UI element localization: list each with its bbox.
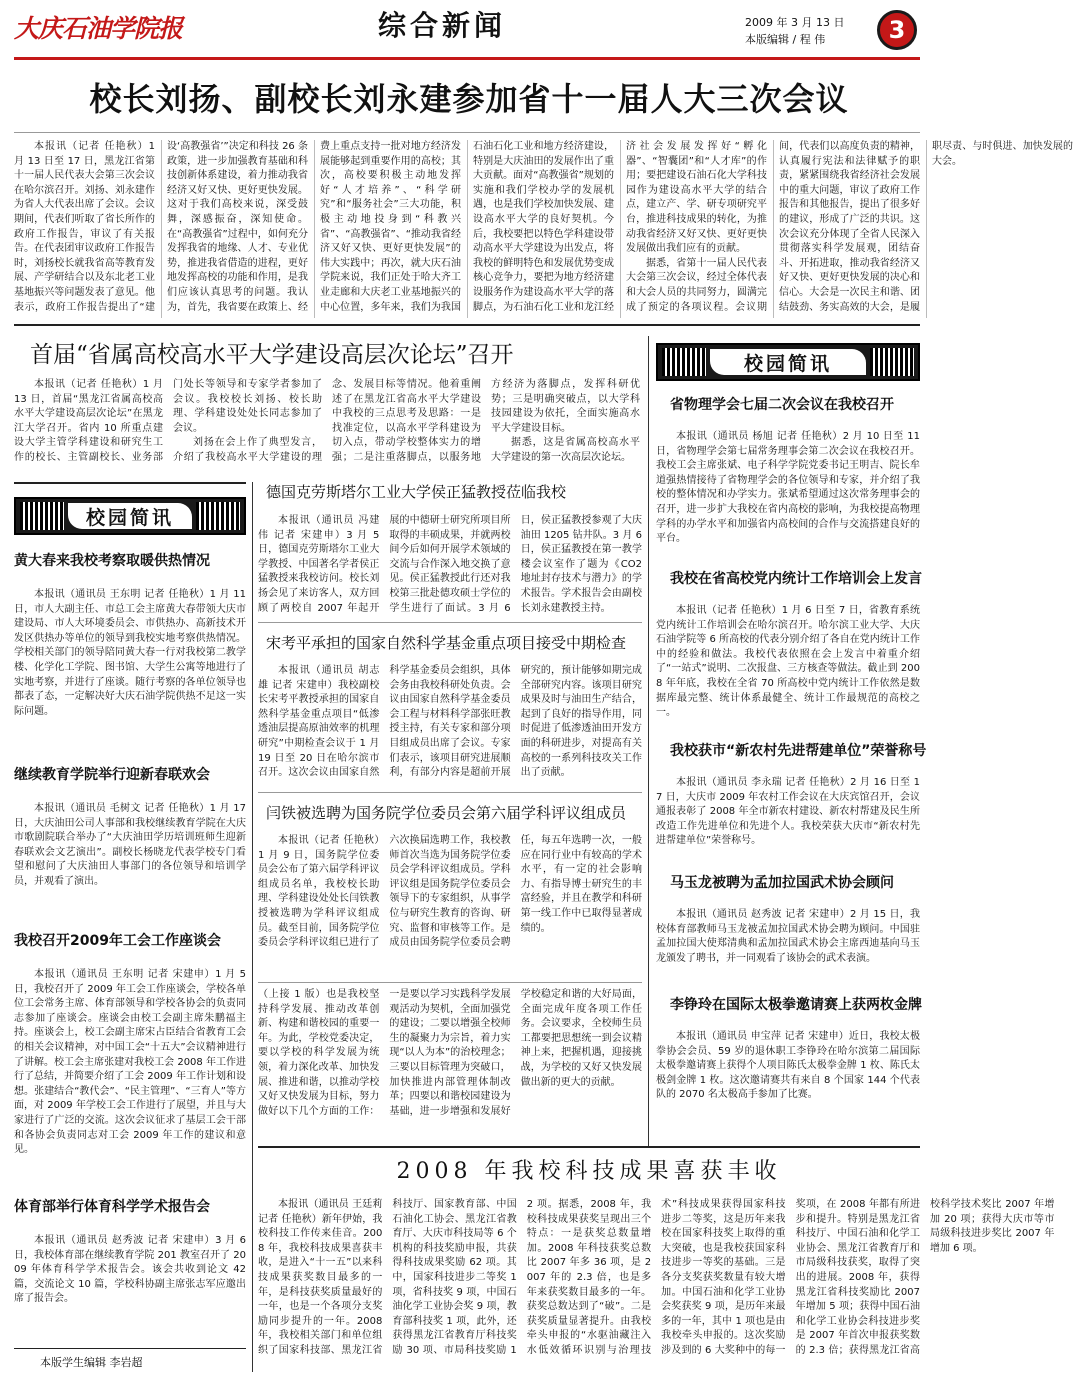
right-brief-5-text: 本报讯（通讯员 申宝萍 记者 宋建申）近日，我校太极拳协会会员、59 岁的退休职工李铮玲在哈尔滨第二届国际太极拳邀请赛上获得个人项目陈氏太极拳金牌 1 枚、陈氏太极剑金牌 1 枚。这次邀请赛共有来自 8 个国家 144 个代表队的 2070 名太极高手参加了比赛。 — [656, 1031, 920, 1101]
left-footer-editor: 本版学生编辑 李岩超 — [40, 1356, 143, 1369]
right-brief-3-title: 我校获市“新农村先进帮建单位”荣誉称号 — [670, 743, 927, 759]
middle-article-3-title: 闫铁被选聘为国务院学位委员会第六届学科评议组成员 — [266, 804, 627, 822]
right-brief-3-text: 本报讯（通讯员 李永瑞 记者 任艳秋）2 月 16 日至 17 日，大庆市 2009 年农村工作会议在大庆宾馆召开，会议通报表彰了 2008 年全市新农村建设、新农村帮建及民生所改造工作先进单位和先进个人。我校荣获大庆市“新农村先进帮建单位”荣誉称号。 — [656, 777, 920, 847]
page-number: 3 — [888, 16, 906, 44]
left-brief-2-text: 本报讯（通讯员 毛树文 记者 任艳秋）1 月 17 日，大庆油田公司人事部和我校继续教育学院在大庆市歌剧院联合举办了“大庆油田学历培训班师生迎新春联欢会文艺演出”。副校长杨晓龙代表学校专门看望和慰问了大庆油田人事部门的各位领导和培训学员，并观看了演出。 — [14, 803, 246, 887]
left-brief-4 — [14, 1194, 246, 1342]
left-brief-4-text: 本报讯（通讯员 赵秀波 记者 宋建申）3 月 6 日，我校体育部在继续教育学院 201 教室召开了 2009 年体育科学学术报告会。该会共收到论文 42 篇，交流论文 10 篇，学校科协副主席张志军应邀出席了报告会。 — [14, 1235, 246, 1305]
middle-article-2-title: 宋考平承担的国家自然科学基金重点项目接受中期检查 — [266, 634, 627, 652]
left-brief-1-text: 本报讯（通讯员 王东明 记者 任艳秋）1 月 11 日，市人大副主任、市总工会主席黄大春带领大庆市建设局、市人大环境委员会、市供热办、高新技术开发区供热办等单位的领导到我校实地考察供热情况。学校相关部门的领导陪同黄大春一行对我校第二教学楼、化学化工学院、图书馆、大学生公寓等地进行了实地考察，并进行了座谈。随行考察的各单位领导也都表了态，一定解决好大庆石油学院供热不足这一实际问题。 — [14, 589, 246, 717]
left-brief-3-text: 本报讯（通讯员 王东明 记者 宋建申）1 月 5 日，我校召开了 2009 年工会工作座谈会，学校各单位工会常务主席、体育部领导和学校各协会的负责同志参加了座谈会。座谈会由校工会副主席朱鹏福主持。座谈会上，校工会副主席宋占臣结合省教育工会的相关会议精神，对中国工会“十五大”会议精神进行了讲解。校工会主席张建对我校工会 2008 年工作进行了总结，并简要介绍了工会 2009 年工作计划和设想。张建结合“教代会”、“民主管理”、“三育人”等方面，对 2009 年学校工会工作进行了展望，并且与大家进行了广泛的交流。这次会议征求了基层工会干部和各协会负责同志对工会 2009 年工作的建议和意见。 — [14, 969, 246, 1156]
right-brief-4-title: 马玉龙被聘为孟加拉国武术协会顾问 — [670, 875, 894, 891]
right-brief-2-title: 我校在省高校党内统计工作培训会上发言 — [670, 571, 922, 587]
left-brief-2-title: 继续教育学院举行迎新春联欢会 — [14, 767, 210, 783]
right-brief-3 — [656, 738, 927, 850]
right-brief-1-text: 本报讯（通讯员 杨旭 记者 任艳秋）2 月 10 日至 11 日，省物理学会第七届常务理事会第二次会议在我校召开。我校工会主席张斌、电子科学学院党委书记王明吉、院长牟道强热情接待了省物理学会的各位领导和专家，并介绍了我校的整体情况和办学实力。张斌希望通过这次常务理事会的召开，进一步扩大我校在省内高校的影响，为我校提高物理学科的办学水平和加强省内高校间的合作与交流搭建良好的平台。 — [656, 431, 920, 545]
right-brief-4-text: 本报讯（通讯员 赵秀波 记者 宋建申）2 月 15 日，我校体育部教师马玉龙被孟加拉国武术协会聘为顾问。中国驻孟加拉国大使郑清典和孟加拉国武术协会主席西迪基向马玉龙颁发了聘书，并一同观看了该协会的武术表演。 — [656, 909, 920, 964]
right-brief-5-title: 李铮玲在国际太极拳邀请赛上获两枚金牌 — [670, 997, 922, 1013]
page-editor: 本版编辑 / 程 伟 — [745, 33, 826, 46]
lead-headline: 校长刘扬、副校长刘永建参加省十一届人大三次会议 — [89, 80, 849, 118]
tech-top-rule — [258, 1146, 920, 1148]
lead-body: 本报讯（记者 任艳秋）1 月 13 日至 17 日，黑龙江省第十一届人民代表大会第三次会议在哈尔滨召开。刘扬、刘永建作为省人大代表出席了会议。会议期间，代表们听取了省长所作的政府工作报告，审议了有关报告。在代表团审议政府工作报告时，刘扬校长就我省高等教育发展、产学研结合以及东北老工业基地振兴等问题发表了意见。他表示，政府工作报告提出了“建设‘高教强省’”决定和科技 26 条政策，进一步加强教育基础和科技创新体系建设，着力推动我省经济又好又快、更好更快发展。这对于我们高校来说，深受鼓舞，深感振奋，深知使命。在“高教强省”过程中，如何充分发挥我省的地缘、人才、专业优势，推进我省借造的进程，更好地发挥高校的功能和作用，是我们应该认真思考的问题。我认为，首先，我省要在政策上、经费上重点支持一批对地方经济发展能够起到重要作用的高校；其次，高校要积极主动地发挥好“人才培养”、“科学研究”和“服务社会”三大功能，积极主动地投身到“科教兴省”、“高教强省”、“推动我省经济又好又快、更好更快发展”的伟大实践中；再次，就大庆石油学院来说，我们正处于哈大齐工业走廊和大庆老工业基地振兴的中心位置，多年来，我们为我国石油石化工业和地方经济建设，特别是大庆油田的发展作出了重大贡献。面对“高教强省”规划的实施和我们学校办学的发展机遇，也是我们学校加快发展、建设高水平大学的良好契机。今后，我校要把以特色学科建设带动高水平大学建设为出发点，将我校的鲜明特色和发展优势变成核心竞争力，要把为地方经济建设服务作为建设高水平大学的落脚点，为石油石化工业和龙江经济社会发展发挥好“孵化器”、“智囊团”和“人才库”的作用；要把建设石油石化大学科技园作为建设高水平大学的结合点，建立产、学、研专项研究平台，推进科技成果的转化，为推动我省经济又好又快、更好更快发展做出我们应有的贡献。 据悉，省第十一届人民代表大会第三次会议，经过全体代表和大会人员的共同努力，圆满完成了预定的各项议程。会议期间，代表们以高度负责的精神，认真履行宪法和法律赋予的职责，紧紧围绕我省经济社会发展中的重大问题，审议了政府工作报告和其他报告，提出了很多好的建议，形成了广泛的共识。这次会议充分体现了全省人民深入贯彻落实科学发展观，团结奋斗、开拓进取，推动我省经济又好又快、更好更快发展的决心和信心。大会是一次民主和谐、团结鼓劲、务实高效的大会，是履职尽责、与时俱进、加快发展的大会。 — [14, 141, 1073, 313]
middle-rule-2 — [258, 792, 642, 793]
right-brief-2-text: 本报讯（记者 任艳秋）1 月 6 日至 7 日，省教育系统党内统计工作培训会在哈尔滨召开。哈尔滨工业大学、大庆石油学院等 6 所高校的代表分别介绍了各自在党内统计工作中的经验和做法。我校代表依照在会上发言中着重介绍了“一站式”说明、二次报盘、三方核查等做法。截止到 2008 年年底，我校在全省 70 所高校中党内统计工作依然是数据库最完整、统计体系最健全、统计工作最规范的高校之一。 — [656, 605, 920, 719]
left-brief-2 — [14, 762, 246, 912]
middle-article-2-text: 本报讯（通讯员 胡志雄 记者 宋建申）我校副校长宋考平教授承担的国家自然科学基金重点项目“低渗透油层提高原油效率的机理研究”中期检查会议于 1 月 19 日至 20 日在哈尔滨市召开。这次会议由国家自然科学基金委员会组织，具体会务由我校科研处负责。会议由国家自然科学基金委员会工程与材料科学部张旺教授主持，有关专家和部分项目组成员出席了会议。专家们表示，该项目研究进展顺利，有部分内容是超前开展研究的，预计能够如期完成全部研究内容。该项目研究成果及时与油田生产结合，起到了良好的指导作用，同时促进了低渗透油田开发方面的科研进步，对提高有关高校的一系列科技攻关工作出了贡献。 — [258, 665, 642, 779]
right-column-divider — [648, 336, 649, 1146]
middle-rule-1 — [258, 622, 642, 623]
page-number-badge — [877, 10, 917, 50]
lead-divider — [14, 132, 920, 133]
issue-date: 2009 年 3 月 13 日 — [745, 16, 845, 29]
left-brief-3-title: 我校召开2009年工会工作座谈会 — [14, 933, 221, 949]
lead-bottom-rule — [14, 324, 920, 326]
left-news-banner — [14, 497, 246, 535]
middle-article-3-text: 本报讯（记者 任艳秋）1 月 9 日，国务院学位委员会公布了第六届学科评议组成员名单，我校校长助理、学科建设处处长闫铁教授被选聘为学科评议组成员。截至目前，国务院学位委员会学科评议组已进行了六次换届选聘工作，我校教师首次当选为国务院学位委员会学科评议组成员。学科评议组是国务院学位委员会领导下的专家组织，从事学位与研究生教育的咨询、研究、监督和审核等工作。是成员由国务院学位委员会聘任，每五年选聘一次，一般应在同行业中有较高的学术水平，有一定的社会影响力、有指导博士研究生的丰富经验，并且在教学和科研第一线工作中已取得显著成绩的。 — [258, 835, 642, 949]
middle-article-1 — [258, 474, 642, 618]
left-brief-4-title: 体育部举行体育科学学术报告会 — [14, 1199, 210, 1215]
right-news-banner — [656, 343, 920, 381]
left-banner-label: 校园简讯 — [85, 506, 174, 529]
masthead-logo: 大庆石油学院报 — [14, 14, 183, 43]
masthead-rule — [14, 57, 920, 60]
middle-article-1-title: 德国克劳斯塔尔工业大学侯正猛教授莅临我校 — [266, 483, 567, 501]
middle-rule-3 — [258, 982, 642, 983]
middle-article-3 — [258, 796, 642, 974]
forum-headline: 首届“省属高校高水平大学建设高层次论坛”召开 — [30, 342, 514, 368]
right-brief-1 — [656, 392, 920, 558]
left-column-divider — [252, 482, 253, 1372]
left-brief-1 — [14, 548, 246, 742]
section-title: 综合新闻 — [378, 9, 507, 42]
right-brief-5 — [656, 992, 920, 1142]
tech-headline: 2008 年我校科技成果喜获丰收 — [396, 1159, 782, 1184]
left-footer-rule — [14, 1348, 246, 1349]
right-banner-label: 校园简讯 — [743, 352, 832, 375]
left-brief-3 — [14, 928, 246, 1178]
left-brief-1-title: 黄大春来我校考察取暖供热情况 — [14, 553, 210, 569]
tech-body: 本报讯（通讯员 王廷莉 记者 任艳秋）新年伊始，我校科技工作传来佳音。2008 年，我校科技成果喜获丰收，是进入“十一五”以来科技成果获奖数目最多的一年，是科技获奖质量最好的一年，也是一个各项分支奖励同步提升的一年。2008 年，我校相关部门和单位组织了国家科技部、黑龙江省科技厅、国家教育部、中国石油化工协会、黑龙江省教育厅、大庆市科技局等 6 个机构的科技奖励申报，共获得科技成果奖励 62 项。其中，国家科技进步二等奖 1 项，省科技奖 9 项，中国石油化学工业协会奖 9 项，教育部科技奖 1 项，此外，还获得黑龙江省教育厅科技奖励 30 项、市局科技奖励 12 项。据悉，2008 年，我校科技成果获奖呈现出三个特点：一是获奖总数量增加。2008 年科技获奖总数比 2007 年多 36 项，是 2007 年的 2.3 倍，也是多年来获奖数目最多的一年。获奖总数达到了“破”。二是获奖质量显著提升。由我校牵头申报的“水驱油藏注入水低效循环识别与治理技术”科技成果获得国家科技进步二等奖，这是历年来我校在国家科技奖上取得的重大突破，也是我校获国家科技进步一等奖的基础。三是各分支奖获奖数量有较大增加。中国石油和化学工业协会奖获奖 9 项，是历年来最多的一年，其中 1 项也是由我校牵头申报的。这次奖励涉及到的 6 大奖种中的每一奖项，在 2008 年都有所进步和提升。特别是黑龙江省科技厅、中国石油和化学工业协会、黑龙江省教育厅和市局级科技获奖，取得了突出的进展。2008 年，获得黑龙江省科技奖励比 2007 年增加 5 项；获得中国石油和化学工业协会科技进步奖是 2007 年首次申报获奖数的 2.3 倍；获得黑龙江省高校科学技术奖比 2007 年增加 20 项；获得大庆市等市局级科技进步奖比 2007 年增加 6 项。 — [258, 1199, 1055, 1356]
right-brief-1-title: 省物理学会七届二次会议在我校召开 — [670, 397, 894, 413]
right-brief-4 — [656, 870, 920, 980]
middle-article-1-text: 本报讯（通讯员 冯建伟 记者 宋建申）3 月 5 日，德国克劳斯塔尔工业大学教授、中国著名学者侯正猛教授来我校访问。校长刘扬会见了来访客人，双方回顾了两校自 2007 年起开展的中德研士研究所项目所取得的丰硕成果，并就两校间今后如何开展学术领域的交流与合作深入地交换了意见。侯正猛教授此行还对我校第三批赴德攻硕士学位的学生进行了面试。3 月 6 日，侯正猛教授参观了大庆油田 1205 钻井队。3 月 6 日，侯正猛教授在第一教学楼会议室作了题为《CO2 地址封存技术与潜力》的学术报告。学术报告会由副校长刘永建教授主持。 — [258, 515, 642, 614]
continued-article: （上接 1 版）也是我校坚持科学发展、推动改革创新、构建和谐校园的重要一年。为此，学校党委决定，要以学校的科学发展为统领，着力深化改革、加快发展、推进和谐，以推动学校又好又快发展为目标，努力做好以下几个方面的工作：一是要以学习实践科学发展观活动为契机，全面加强党的建设；二要以增强全校师生的凝聚力为宗旨，着力实现“以人为本”的治校理念；三要以目标管理为突破口，加快推进内部管理体制改革；四要以和谐校园建设为基础，进一步增强和发展好学校稳定和谐的大好局面，全面完成年度各项工作任务。会议要求，全校师生员工都要把思想统一到会议精神上来，把握机遇，迎接挑战，为学校的又好又快发展做出新的更大的贡献。 — [258, 989, 642, 1117]
middle-article-2 — [258, 626, 642, 790]
right-brief-2 — [656, 566, 920, 730]
forum-body: 本报讯（记者 任艳秋）1 月 13 日，首届“黑龙江省属高校高水平大学建设高层次论坛”在黑龙江大学召开。省内 10 所重点建设大学主管学科建设和研究生工作的校长、主管副校长、业务部门处长等领导和专家学者参加了会议。我校校长刘扬、校长助理、学科建设处处长同志参加了会议。 刘扬在会上作了典型发言，介绍了我校高水平大学建设的理念、发展目标等情况。他着重阐述了在黑龙江省高水平大学建设中我校的三点思考及思路：一是找准定位，以高水平学科建设为切入点，带动学校整体实力的增强；二是注重落脚点，以服务地方经济为落脚点，发挥科研优势；三是明确突破点，以大学科技园建设为依托，全面实施高水平大学建设目标。 据悉，这是省属高校高水平大学建设的第一次高层次论坛。 — [14, 379, 640, 463]
left-banner-rule — [14, 482, 246, 484]
